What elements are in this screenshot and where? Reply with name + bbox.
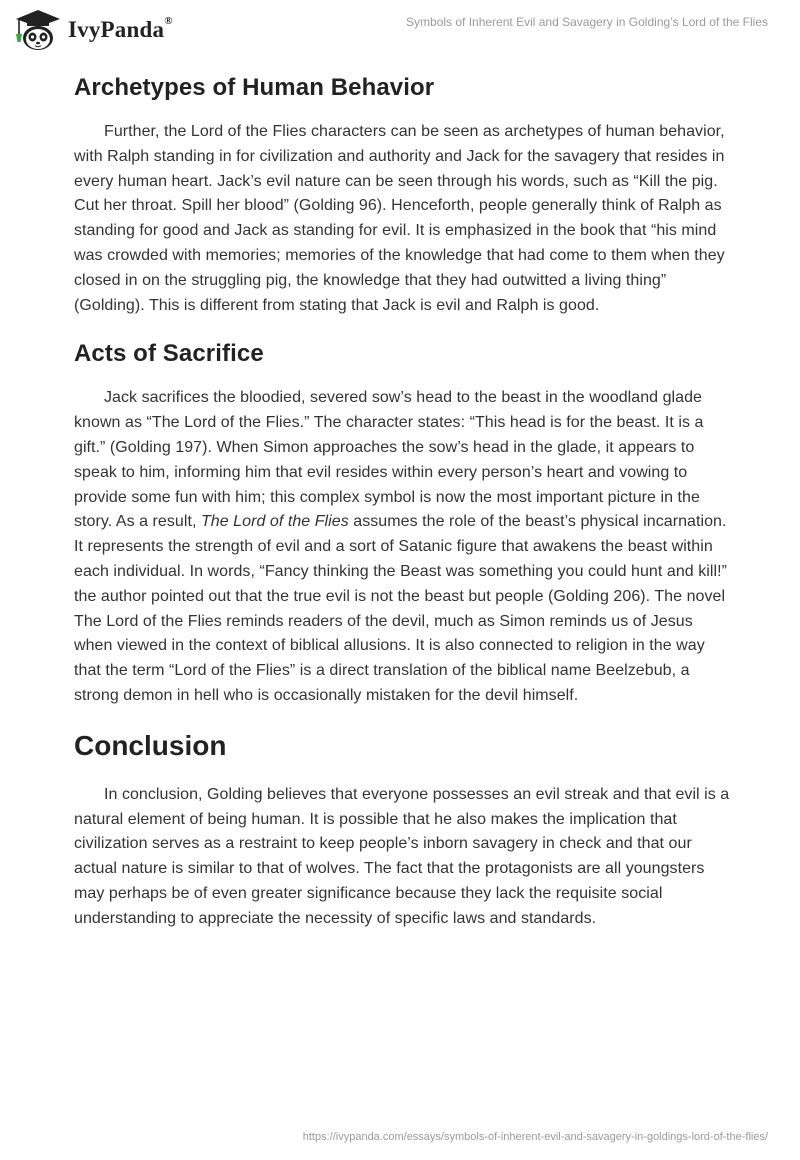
heading-archetypes: Archetypes of Human Behavior	[74, 74, 435, 101]
registered-mark: ®	[164, 15, 173, 27]
paragraph-acts-of-sacrifice	[74, 386, 734, 708]
heading-conclusion: Conclusion	[74, 729, 227, 761]
paragraph-sacrifice-part-2: assumes the role of the beast’s physical incarnation. It represents the strength of evil and a sort of Satanic figure that awakens the beast within each individual. In words, “Fancy thinking the Beast was something you could hunt and kill!” the author pointed out that the true evil is not the beast but people (Golding 206). The novel The Lord of the Flies reminds readers of the devil, much as Simon reminds us of Jesus when viewed in the context of biblical allusions. It is also connected to religion in the way that the term “Lord of the Flies” is a direct translation of the biblical name Beelzebub, a strong demon in hell who is occasionally mistaken for the devil himself.	[74, 513, 727, 704]
source-url-link[interactable]: https://ivypanda.com/essays/symbols-of-inherent-evil-and-savagery-in-goldings-lord-of-the-flies/	[302, 1131, 768, 1143]
paragraph-conclusion: In conclusion, Golding believes that everyone possesses an evil streak and that evil is a natural element of being human. It is possible that he also makes the implication that civilization serves as a restraint to keep people’s inborn savagery in check and that our actual nature is similar to that of wolves. The fact that the protagonists are all youngsters may perhaps be of even greater significance because they lack the requisite social understanding to appreciate the necessity of specific laws and standards.	[74, 785, 730, 927]
essay-content	[74, 70, 734, 932]
paragraph-sacrifice-part-1: Jack sacrifices the bloodied, severed sow’s head to the beast in the woodland glade known as “The Lord of the Flies.” The character states: “This head is for the beast. It is a gift.” (Golding 197). When Simon approaches the sow’s head in the glade, it appears to speak to him, informing him that evil resides within every person’s heart and vowing to provide some fun with him; this complex symbol is now the most important picture in the story. As a result,	[74, 389, 704, 531]
page-header	[0, 0, 800, 70]
panda-graduate-icon	[14, 8, 62, 52]
heading-acts-of-sacrifice: Acts of Sacrifice	[74, 340, 264, 368]
running-title: Symbols of Inherent Evil and Savagery in Golding’s Lord of the Flies	[406, 15, 768, 29]
ivypanda-logo[interactable]	[14, 8, 173, 52]
logo-name: IvyPanda	[68, 17, 165, 42]
italic-book-title: The Lord of the Flies	[200, 513, 349, 531]
paragraph-archetypes: Further, the Lord of the Flies characters can be seen as archetypes of human behavior, with Ralph standing in for civilization and authority and Jack for the savagery that resides in every human heart. Jack’s evil nature can be seen through his words, such as “Kill the pig. Cut her throat. Spill her blood” (Golding 96). Henceforth, people generally think of Ralph as standing for good and Jack as standing for evil. It is emphasized in the book that “his mind was crowded with memories; memories of the knowledge that had come to them when they closed in on the struggling pig, the knowledge that they had outwitted a living thing” (Golding). This is different from stating that Jack is evil and Ralph is good.	[74, 123, 725, 314]
logo-wordmark	[68, 17, 173, 43]
